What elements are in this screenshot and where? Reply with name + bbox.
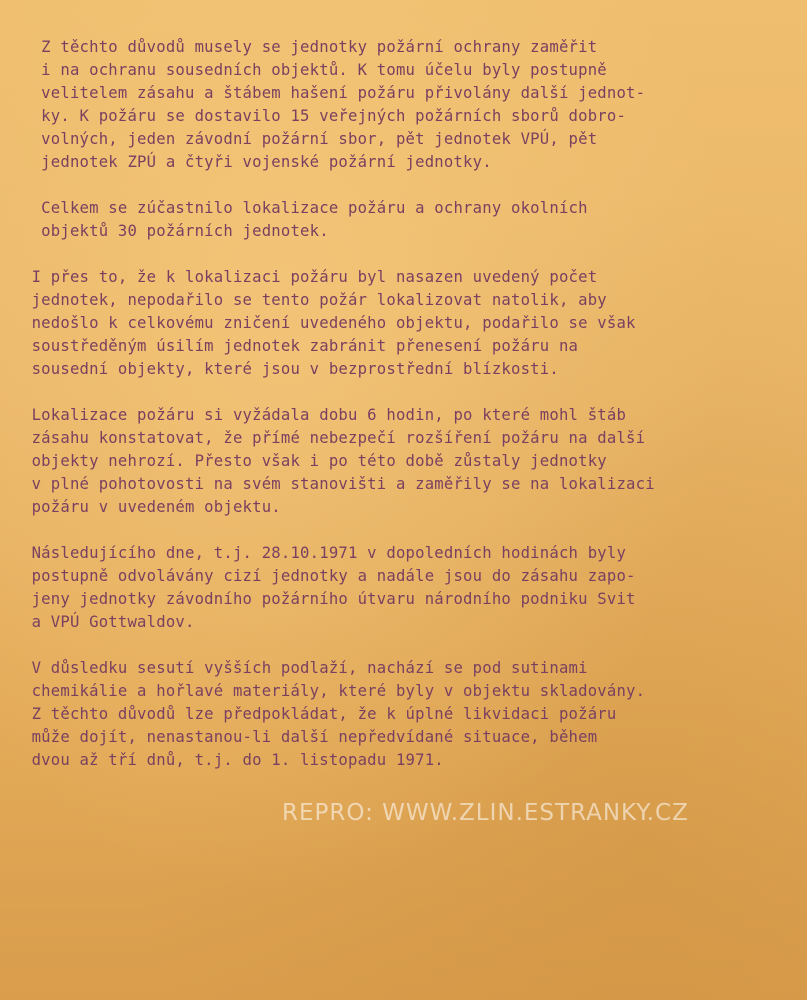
text-line: Celkem se zúčastnilo lokalizace požáru a ochrany okolních: [22, 199, 588, 217]
text-line: nedošlo k celkovému zničení uvedeného objektu, podařilo se však: [22, 314, 636, 332]
text-line: a VPÚ Gottwaldov.: [22, 613, 195, 631]
text-line: Z těchto důvodů musely se jednotky požární ochrany zaměřit: [22, 38, 598, 56]
text-line: chemikálie a hořlavé materiály, které byly v objektu skladovány.: [22, 682, 646, 700]
text-line: jednotek ZPÚ a čtyři vojenské požární jednotky.: [22, 153, 492, 171]
paragraph-6: [22, 657, 802, 772]
paragraph-3: [22, 266, 802, 381]
paragraph-1: [22, 36, 802, 174]
text-line: postupně odvolávány cizí jednotky a nadále jsou do zásahu zapo-: [22, 567, 636, 585]
text-line: jednotek, nepodařilo se tento požár lokalizovat natolik, aby: [22, 291, 607, 309]
text-line: zásahu konstatovat, že přímé nebezpečí rozšíření požáru na další: [22, 429, 646, 447]
text-line: Z těchto důvodů lze předpokládat, že k úplné likvidaci požáru: [22, 705, 617, 723]
watermark-text: REPRO: WWW.ZLIN.ESTRANKY.CZ: [282, 800, 689, 826]
text-line: objekty nehrozí. Přesto však i po této době zůstaly jednotky: [22, 452, 607, 470]
text-line: může dojít, nenastanou-li další nepředvídané situace, během: [22, 728, 598, 746]
paragraph-5: [22, 542, 802, 634]
text-line: ky. K požáru se dostavilo 15 veřejných požárních sborů dobro-: [22, 107, 627, 125]
text-line: volných, jeden závodní požární sbor, pět jednotek VPÚ, pět: [22, 130, 598, 148]
text-line: Lokalizace požáru si vyžádala dobu 6 hodin, po které mohl štáb: [22, 406, 627, 424]
typewritten-text: [22, 36, 802, 795]
text-line: V důsledku sesutí vyšších podlaží, nachází se pod sutinami: [22, 659, 588, 677]
text-line: soustředěným úsilím jednotek zabránit přenesení požáru na: [22, 337, 579, 355]
text-line: jeny jednotky závodního požárního útvaru národního podniku Svit: [22, 590, 636, 608]
paragraph-4: [22, 404, 802, 519]
text-line: sousední objekty, které jsou v bezprostřední blízkosti.: [22, 360, 559, 378]
text-line: i na ochranu sousedních objektů. K tomu účelu byly postupně: [22, 61, 607, 79]
text-line: objektů 30 požárních jednotek.: [22, 222, 329, 240]
text-line: dvou až tří dnů, t.j. do 1. listopadu 1971.: [22, 751, 444, 769]
text-line: Následujícího dne, t.j. 28.10.1971 v dopoledních hodinách byly: [22, 544, 627, 562]
text-line: velitelem zásahu a štábem hašení požáru přivolány další jednot-: [22, 84, 646, 102]
paragraph-2: [22, 197, 802, 243]
text-line: v plné pohotovosti na svém stanovišti a zaměřily se na lokalizaci: [22, 475, 655, 493]
text-line: I přes to, že k lokalizaci požáru byl nasazen uvedený počet: [22, 268, 598, 286]
text-line: požáru v uvedeném objektu.: [22, 498, 281, 516]
